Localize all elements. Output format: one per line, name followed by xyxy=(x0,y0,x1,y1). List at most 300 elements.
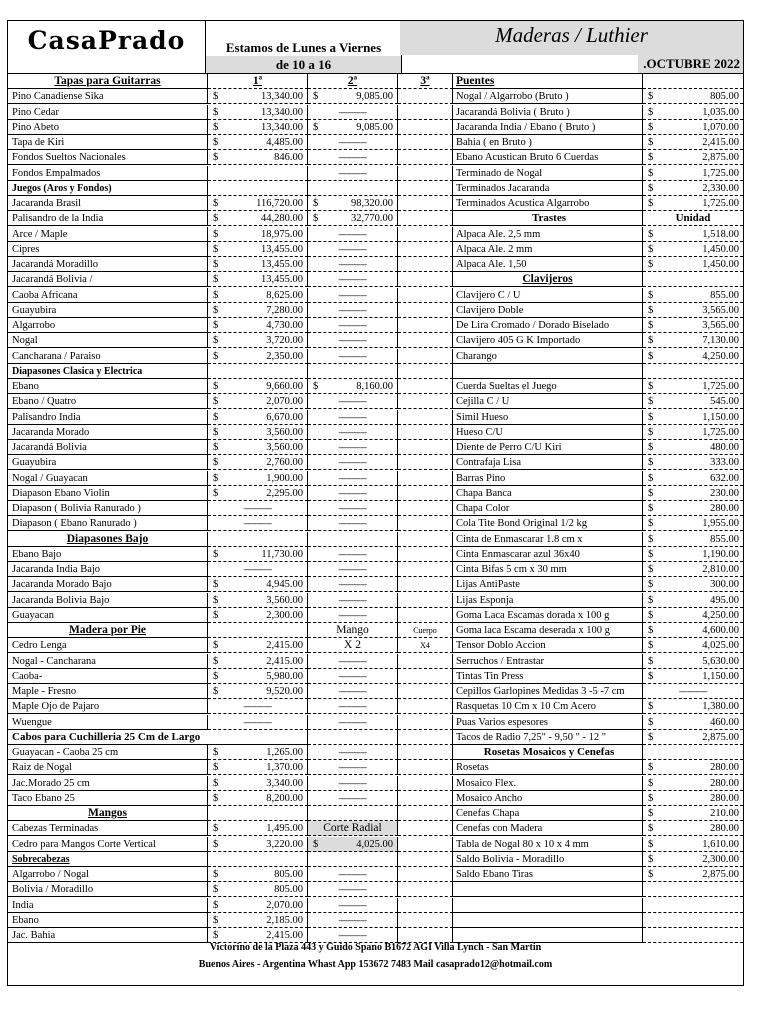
price-value: 32,770.00 xyxy=(351,213,393,225)
item-label: Juegos (Aros y Fondos) xyxy=(12,182,112,194)
price xyxy=(643,455,743,470)
dash-placeholder: ------------- xyxy=(338,397,367,407)
item-label: Maple - Fresno xyxy=(12,686,77,697)
price-value: 8,625.00 xyxy=(266,289,303,301)
price-value: 1,380.00 xyxy=(702,701,739,713)
item-name xyxy=(8,150,208,165)
dash-placeholder: ------------- xyxy=(338,153,367,163)
item-label: Jacaranda Morado xyxy=(12,426,90,438)
price-value: 1,725.00 xyxy=(702,167,739,179)
item-name xyxy=(8,776,208,791)
item-name xyxy=(453,486,643,501)
price-3 xyxy=(398,837,453,852)
price-2 xyxy=(308,898,398,913)
hours-time: de 10 a 16 xyxy=(206,56,401,73)
item-name xyxy=(453,547,643,562)
price-value: 3,565.00 xyxy=(702,320,739,331)
table-row xyxy=(8,379,743,394)
item-name xyxy=(453,715,643,730)
item-name xyxy=(453,242,643,257)
item-name xyxy=(8,425,208,440)
price-3 xyxy=(398,471,453,486)
currency-sign: $ xyxy=(213,594,219,606)
price xyxy=(643,730,743,745)
price-3 xyxy=(398,547,453,562)
price xyxy=(643,699,743,714)
item-label: Contrafaja Lisa xyxy=(456,457,522,469)
price-2 xyxy=(308,882,398,897)
price-3 xyxy=(398,333,453,348)
item-label: Pino Abeto xyxy=(12,121,59,133)
item-name xyxy=(453,898,643,913)
price xyxy=(643,471,743,486)
item-name xyxy=(453,89,643,104)
dash-placeholder: ------------- xyxy=(338,687,367,696)
price-value: 805.00 xyxy=(274,869,303,880)
currency-sign: $ xyxy=(213,152,219,164)
item-name xyxy=(453,227,643,242)
price-value: 4,250.00 xyxy=(702,350,739,362)
table-row xyxy=(8,486,743,501)
price-2 xyxy=(308,410,398,425)
price-2 xyxy=(308,776,398,791)
column-header-2: Corte Radial xyxy=(323,822,382,835)
item-label: Hueso C/U xyxy=(456,426,503,438)
table-row xyxy=(8,654,743,669)
price xyxy=(643,501,743,516)
price-value: 3,560.00 xyxy=(266,442,303,453)
price-1 xyxy=(208,425,308,440)
price-1 xyxy=(208,318,308,333)
currency-sign: $ xyxy=(213,304,219,316)
item-name xyxy=(453,882,643,897)
currency-sign: $ xyxy=(648,518,654,530)
item-name xyxy=(8,211,208,226)
item-label: Diapasones Bajo xyxy=(66,532,149,545)
dash-placeholder: ------------- xyxy=(243,504,272,513)
price-1 xyxy=(208,745,308,760)
item-name xyxy=(453,654,643,669)
price-date: .OCTUBRE 2022 xyxy=(638,55,743,73)
item-label: Diapason Ebano Violin xyxy=(12,487,110,499)
price-2 xyxy=(308,333,398,348)
price xyxy=(643,837,743,852)
item-name xyxy=(453,867,643,882)
price-value: 3,720.00 xyxy=(266,335,303,347)
price-value: 9,085.00 xyxy=(356,91,393,103)
price-value: 4,025.00 xyxy=(702,640,739,652)
table-row xyxy=(8,318,743,333)
price-value: 855.00 xyxy=(710,289,739,301)
item-label: Jacaranda Morado Bajo xyxy=(12,579,112,591)
currency-sign: $ xyxy=(648,548,654,560)
item-label: Saldo Ebano Tiras xyxy=(456,869,534,880)
table-row xyxy=(8,715,743,730)
price-1 xyxy=(208,242,308,257)
price-value: 2,760.00 xyxy=(266,457,303,469)
item-name xyxy=(8,837,208,852)
item-name xyxy=(8,608,208,623)
table-row xyxy=(8,623,743,638)
table-row xyxy=(8,410,743,425)
price-2 xyxy=(308,821,398,836)
price-2 xyxy=(308,89,398,104)
price-2 xyxy=(308,715,398,730)
price-value: 1,150.00 xyxy=(702,411,739,423)
price-1 xyxy=(208,410,308,425)
price-3 xyxy=(398,821,453,836)
price-2 xyxy=(308,867,398,882)
item-label: Clavijero 405 G K Importado xyxy=(456,335,581,347)
price xyxy=(643,196,743,211)
table-row xyxy=(8,288,743,303)
price-1 xyxy=(208,882,308,897)
item-name xyxy=(453,364,643,379)
item-name xyxy=(8,638,208,653)
table-row xyxy=(8,211,743,226)
item-name xyxy=(453,166,643,181)
price-value: 13,340.00 xyxy=(261,121,303,133)
price-1 xyxy=(208,562,308,577)
item-label: Jacarandá Bolivia xyxy=(12,442,87,453)
item-name xyxy=(453,74,643,89)
price-value: 280.00 xyxy=(710,762,739,774)
currency-sign: $ xyxy=(213,579,219,591)
price-3 xyxy=(398,196,453,211)
item-name xyxy=(8,242,208,257)
currency-sign: $ xyxy=(648,655,654,667)
currency-sign: $ xyxy=(648,472,654,484)
item-label: Mosaico Flex. xyxy=(456,777,517,789)
price xyxy=(643,105,743,120)
item-name xyxy=(453,730,643,745)
price-value: 2,875.00 xyxy=(702,152,739,164)
item-name xyxy=(8,577,208,592)
item-label: Diente de Perro C/U Kiri xyxy=(456,442,562,453)
price-value: 230.00 xyxy=(710,487,739,499)
table-row xyxy=(8,425,743,440)
currency-sign: $ xyxy=(648,853,654,865)
price-3 xyxy=(398,135,453,150)
price-3 xyxy=(398,654,453,669)
price-2 xyxy=(308,593,398,608)
table-row xyxy=(8,135,743,150)
price-value: 18,975.00 xyxy=(261,228,303,240)
header xyxy=(8,21,743,73)
dash-placeholder: ------------- xyxy=(338,107,367,117)
item-name xyxy=(8,364,208,379)
item-name xyxy=(8,333,208,348)
currency-sign: $ xyxy=(213,426,219,438)
item-label: Fondos Sueltos Nacionales xyxy=(12,152,126,164)
price xyxy=(643,425,743,440)
price-sheet xyxy=(7,20,744,986)
currency-sign: $ xyxy=(648,289,654,301)
price-2 xyxy=(308,166,398,181)
price-2 xyxy=(308,745,398,760)
item-label: Fondos Empalmados xyxy=(12,167,101,179)
price xyxy=(643,486,743,501)
price-3 xyxy=(398,211,453,226)
price-value: 7,280.00 xyxy=(266,304,303,316)
dash-placeholder: ------------- xyxy=(338,412,367,422)
price xyxy=(643,760,743,775)
item-label: Cinta Enmascarar azul 36x40 xyxy=(456,548,580,560)
price-value: 9,520.00 xyxy=(266,686,303,697)
price-3 xyxy=(398,486,453,501)
price-2 xyxy=(308,608,398,623)
item-name xyxy=(453,760,643,775)
item-name xyxy=(8,272,208,287)
dash-placeholder: ------------- xyxy=(338,793,367,803)
price-2 xyxy=(308,135,398,150)
price-1 xyxy=(208,654,308,669)
price-1 xyxy=(208,74,308,89)
price-value: 4,025.00 xyxy=(356,838,393,850)
price xyxy=(643,349,743,364)
price-2 xyxy=(308,288,398,303)
price-1 xyxy=(208,577,308,592)
price-3 xyxy=(398,730,453,745)
item-name xyxy=(8,715,208,730)
price-value: 2,810.00 xyxy=(702,564,739,575)
item-label: Arce / Maple xyxy=(12,228,68,240)
price xyxy=(643,547,743,562)
item-name xyxy=(8,257,208,272)
item-label: Lijas AntiPaste xyxy=(456,579,520,591)
logo: CasaPrado xyxy=(27,26,186,55)
item-label: Cinta Bifas 5 cm x 30 mm xyxy=(456,564,567,575)
price-2 xyxy=(308,623,398,638)
item-label: Ebano Acustican Bruto 6 Cuerdas xyxy=(456,152,599,164)
price-2 xyxy=(308,211,398,226)
price xyxy=(643,608,743,623)
item-name xyxy=(453,669,643,684)
item-label: Maple Ojo de Pajaro xyxy=(12,701,100,713)
price-value: 13,455.00 xyxy=(261,259,303,270)
item-name xyxy=(8,913,208,928)
price-value: 805.00 xyxy=(710,91,739,103)
dash-placeholder: ------------- xyxy=(338,244,367,254)
item-name xyxy=(453,303,643,318)
price-value: 480.00 xyxy=(710,442,739,453)
item-label: Cuerda Sueltas el Juego xyxy=(456,381,557,392)
item-label: Pino Cedar xyxy=(12,106,59,118)
item-label: Rosetas xyxy=(456,762,489,774)
price-value: 4,730.00 xyxy=(266,320,303,331)
currency-sign: $ xyxy=(648,198,654,209)
price-value: 116,720.00 xyxy=(256,198,303,209)
price-value: 1,450.00 xyxy=(702,243,739,255)
item-label: Alpaca Ale. 2 mm xyxy=(456,243,533,255)
currency-sign: $ xyxy=(213,228,219,240)
item-name xyxy=(453,623,643,638)
item-label: India xyxy=(12,899,34,911)
table-row xyxy=(8,776,743,791)
item-label: Tabla de Nogal 80 x 10 x 4 mm xyxy=(456,838,589,850)
table-row xyxy=(8,638,743,653)
item-label: Palisandro de la India xyxy=(12,213,104,225)
price xyxy=(643,303,743,318)
item-label: Alpaca Ale. 2,5 mm xyxy=(456,228,541,240)
item-label: Caoba Africana xyxy=(12,289,78,301)
price-value: 3,220.00 xyxy=(266,838,303,850)
price xyxy=(643,684,743,699)
price-value: 2,300.00 xyxy=(702,853,739,865)
price-3 xyxy=(398,913,453,928)
item-name xyxy=(8,547,208,562)
price-1 xyxy=(208,394,308,409)
price-1 xyxy=(208,715,308,730)
price-1 xyxy=(208,623,308,638)
item-label: Guayubira xyxy=(12,304,57,316)
item-label: Clavijero C / U xyxy=(456,289,521,301)
table-row xyxy=(8,837,743,852)
dash-placeholder: ------------- xyxy=(338,580,367,590)
item-label: Nogal xyxy=(12,335,38,347)
currency-sign: $ xyxy=(313,213,319,225)
price-2 xyxy=(308,791,398,806)
price-3 xyxy=(398,379,453,394)
price-3 xyxy=(398,501,453,516)
currency-sign: $ xyxy=(213,914,219,926)
price-3 xyxy=(398,791,453,806)
price-value: 1,450.00 xyxy=(702,259,739,270)
currency-sign: $ xyxy=(213,792,219,804)
price-2 xyxy=(308,837,398,852)
currency-sign: $ xyxy=(213,289,219,301)
currency-sign: $ xyxy=(648,304,654,316)
item-name xyxy=(453,532,643,547)
item-name xyxy=(8,349,208,364)
footer-address: Victorino de la Plaza 443 y Guido Spano B1672 AGI Villa Lynch - San Martin xyxy=(209,942,542,953)
price-3 xyxy=(398,440,453,455)
price-1 xyxy=(208,608,308,623)
price-value: 1,370.00 xyxy=(266,762,303,774)
item-name xyxy=(453,288,643,303)
price-1 xyxy=(208,638,308,653)
price-value: 98,320.00 xyxy=(351,198,393,209)
currency-sign: $ xyxy=(213,869,219,880)
price xyxy=(643,135,743,150)
column-header-2: 2ª xyxy=(347,75,358,87)
item-name xyxy=(8,882,208,897)
item-label: Jacarandá Bolivia / xyxy=(12,274,93,286)
item-label: Sobrecabezas xyxy=(12,853,70,865)
table-row xyxy=(8,699,743,714)
item-name xyxy=(453,501,643,516)
item-name xyxy=(8,852,208,867)
dash-placeholder: ------------- xyxy=(338,915,367,925)
table-row xyxy=(8,471,743,486)
item-name xyxy=(8,593,208,608)
price-value: 210.00 xyxy=(710,808,739,819)
price-3 xyxy=(398,516,453,531)
price-value: 13,455.00 xyxy=(261,274,303,286)
item-name xyxy=(8,105,208,120)
dash-placeholder: ------------- xyxy=(338,458,367,468)
item-label: Nogal / Algarrobo (Bruto ) xyxy=(456,91,569,103)
item-name xyxy=(453,745,643,760)
item-name xyxy=(453,425,643,440)
column-header-3: X4 xyxy=(420,641,430,651)
table-row xyxy=(8,242,743,257)
price-value: 4,945.00 xyxy=(266,579,303,591)
currency-sign: $ xyxy=(648,777,654,789)
price-2 xyxy=(308,120,398,135)
price xyxy=(643,364,743,379)
currency-sign: $ xyxy=(648,670,654,682)
item-name xyxy=(453,181,643,196)
price-3 xyxy=(398,577,453,592)
column-header: Unidad xyxy=(675,212,711,225)
item-name xyxy=(453,562,643,577)
item-name xyxy=(8,394,208,409)
price xyxy=(643,776,743,791)
price-2 xyxy=(308,852,398,867)
price-2 xyxy=(308,654,398,669)
item-name xyxy=(8,181,208,196)
currency-sign: $ xyxy=(648,381,654,392)
hours-days: Estamos de Lunes a Viernes xyxy=(225,40,382,55)
item-label: Cenefas Chapa xyxy=(456,808,520,819)
item-name xyxy=(8,440,208,455)
price-value: 2,875.00 xyxy=(702,869,739,880)
price-value: 846.00 xyxy=(274,152,303,164)
price-3 xyxy=(398,806,453,821)
item-label: Chapa Banca xyxy=(456,487,512,499)
dash-placeholder: ------------- xyxy=(338,610,367,620)
price xyxy=(643,211,743,226)
price-value: 2,295.00 xyxy=(266,487,303,499)
price-1 xyxy=(208,837,308,852)
price xyxy=(643,593,743,608)
price xyxy=(643,623,743,638)
price xyxy=(643,120,743,135)
item-label: Rosetas Mosaicos y Cenefas xyxy=(483,746,615,758)
item-label: Tapa de Kiri xyxy=(12,137,65,148)
price-2 xyxy=(308,913,398,928)
currency-sign: $ xyxy=(213,655,219,667)
price-2 xyxy=(308,638,398,653)
table-row xyxy=(8,455,743,470)
currency-sign: $ xyxy=(213,823,219,835)
price xyxy=(643,333,743,348)
price-value: 3,340.00 xyxy=(266,777,303,789)
price xyxy=(643,562,743,577)
dash-placeholder: ------------- xyxy=(338,305,367,315)
item-label: Tensor Doblo Accion xyxy=(456,640,546,652)
dash-placeholder: ------------- xyxy=(338,275,367,285)
column-header-2: Mango xyxy=(336,624,369,636)
dash-placeholder: ------------- xyxy=(338,931,367,940)
currency-sign: $ xyxy=(648,823,654,835)
dash-placeholder: ------------- xyxy=(338,549,367,559)
item-name xyxy=(453,318,643,333)
item-label: Tacos de Radio 7,25" - 9,50 " - 12 " xyxy=(456,731,607,743)
item-name xyxy=(8,684,208,699)
item-name xyxy=(453,333,643,348)
price-3 xyxy=(398,745,453,760)
price-value: 280.00 xyxy=(710,777,739,789)
price-value: 2,415.00 xyxy=(266,640,303,652)
currency-sign: $ xyxy=(213,411,219,423)
table-row xyxy=(8,684,743,699)
price-value: 855.00 xyxy=(710,533,739,545)
item-label: Diapason ( Bolivia Ranurado ) xyxy=(12,503,141,514)
price-2 xyxy=(308,105,398,120)
item-name xyxy=(453,440,643,455)
